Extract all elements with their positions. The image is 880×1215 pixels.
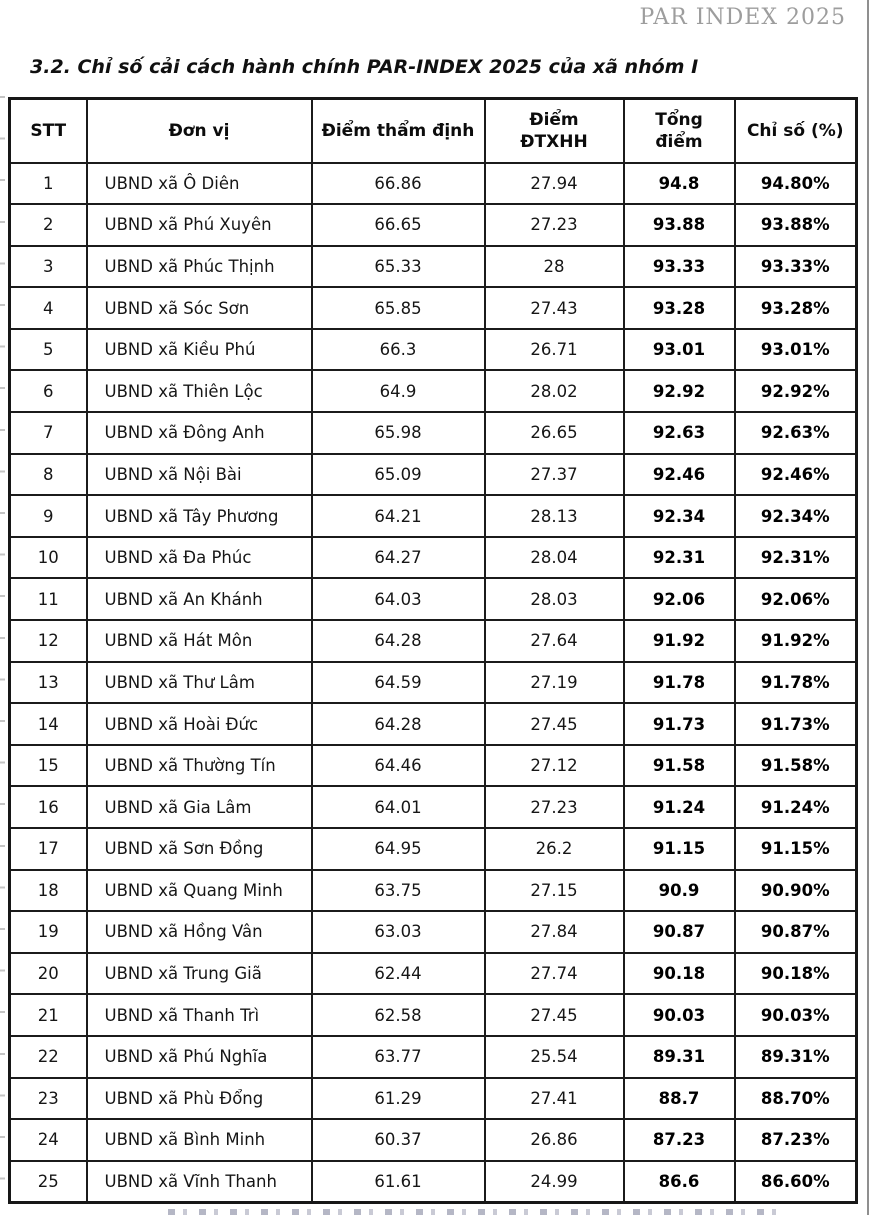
cell-index-percent: 92.92% bbox=[735, 370, 857, 412]
cell-index-percent: 89.31% bbox=[735, 1036, 857, 1078]
cell-stt: 9 bbox=[10, 495, 87, 537]
cell-index-percent: 88.70% bbox=[735, 1078, 857, 1120]
cell-stt: 6 bbox=[10, 370, 87, 412]
cell-stt: 15 bbox=[10, 745, 87, 787]
cell-unit: UBND xã Hồng Vân bbox=[87, 911, 312, 953]
table-row bbox=[10, 204, 857, 246]
cell-survey-score: 27.23 bbox=[485, 786, 624, 828]
cell-index-percent: 91.78% bbox=[735, 662, 857, 704]
cell-total-score: 93.33 bbox=[624, 246, 735, 288]
cell-unit: UBND xã Thanh Trì bbox=[87, 994, 312, 1036]
cell-survey-score: 26.2 bbox=[485, 828, 624, 870]
cell-assessment-score: 64.28 bbox=[312, 703, 485, 745]
cell-stt: 10 bbox=[10, 537, 87, 579]
cell-total-score: 92.63 bbox=[624, 412, 735, 454]
cell-total-score: 92.34 bbox=[624, 495, 735, 537]
par-index-table bbox=[8, 97, 858, 1204]
cell-index-percent: 94.80% bbox=[735, 163, 857, 205]
cell-index-percent: 91.92% bbox=[735, 620, 857, 662]
cell-assessment-score: 60.37 bbox=[312, 1119, 485, 1161]
cell-survey-score: 26.86 bbox=[485, 1119, 624, 1161]
cell-survey-score: 24.99 bbox=[485, 1161, 624, 1203]
table-row bbox=[10, 870, 857, 912]
table-row bbox=[10, 454, 857, 496]
cell-stt: 12 bbox=[10, 620, 87, 662]
cell-total-score: 89.31 bbox=[624, 1036, 735, 1078]
cell-stt: 5 bbox=[10, 329, 87, 371]
cell-assessment-score: 66.3 bbox=[312, 329, 485, 371]
table-row bbox=[10, 412, 857, 454]
cell-unit: UBND xã Thư Lâm bbox=[87, 662, 312, 704]
cell-survey-score: 27.74 bbox=[485, 953, 624, 995]
col-header-stt: STT bbox=[10, 99, 87, 163]
cell-survey-score: 27.64 bbox=[485, 620, 624, 662]
col-header-index-percent: Chỉ số (%) bbox=[735, 99, 857, 163]
cell-index-percent: 93.28% bbox=[735, 287, 857, 329]
col-header-survey-score: Điểm ĐTXHH bbox=[485, 99, 624, 163]
cell-assessment-score: 64.01 bbox=[312, 786, 485, 828]
cell-survey-score: 27.23 bbox=[485, 204, 624, 246]
cell-unit: UBND xã Phú Xuyên bbox=[87, 204, 312, 246]
cell-stt: 14 bbox=[10, 703, 87, 745]
cell-assessment-score: 63.75 bbox=[312, 870, 485, 912]
cell-total-score: 91.58 bbox=[624, 745, 735, 787]
cell-stt: 18 bbox=[10, 870, 87, 912]
cell-unit: UBND xã Phù Đổng bbox=[87, 1078, 312, 1120]
cell-assessment-score: 64.9 bbox=[312, 370, 485, 412]
cell-assessment-score: 64.28 bbox=[312, 620, 485, 662]
cell-index-percent: 90.03% bbox=[735, 994, 857, 1036]
col-header-assessment-score: Điểm thẩm định bbox=[312, 99, 485, 163]
cell-assessment-score: 64.27 bbox=[312, 537, 485, 579]
table-row bbox=[10, 703, 857, 745]
cell-total-score: 90.18 bbox=[624, 953, 735, 995]
table-row bbox=[10, 495, 857, 537]
cell-unit: UBND xã Phúc Thịnh bbox=[87, 246, 312, 288]
cell-assessment-score: 64.59 bbox=[312, 662, 485, 704]
table-row bbox=[10, 1036, 857, 1078]
cell-stt: 16 bbox=[10, 786, 87, 828]
cell-total-score: 94.8 bbox=[624, 163, 735, 205]
cell-unit: UBND xã Sơn Đồng bbox=[87, 828, 312, 870]
cell-total-score: 87.23 bbox=[624, 1119, 735, 1161]
cell-stt: 25 bbox=[10, 1161, 87, 1203]
cell-total-score: 91.78 bbox=[624, 662, 735, 704]
section-title: 3.2. Chỉ số cải cách hành chính PAR-INDEX 2025 của xã nhóm I bbox=[30, 56, 699, 78]
cropped-caption-fragment bbox=[168, 1209, 776, 1215]
cell-index-percent: 87.23% bbox=[735, 1119, 857, 1161]
cell-survey-score: 27.45 bbox=[485, 703, 624, 745]
cell-stt: 1 bbox=[10, 163, 87, 205]
page-edge-line bbox=[867, 0, 869, 1215]
cell-unit: UBND xã Vĩnh Thanh bbox=[87, 1161, 312, 1203]
cell-total-score: 91.15 bbox=[624, 828, 735, 870]
cell-survey-score: 27.84 bbox=[485, 911, 624, 953]
table-row bbox=[10, 537, 857, 579]
cell-survey-score: 27.12 bbox=[485, 745, 624, 787]
cell-unit: UBND xã Phú Nghĩa bbox=[87, 1036, 312, 1078]
table-row bbox=[10, 953, 857, 995]
cell-stt: 4 bbox=[10, 287, 87, 329]
cell-assessment-score: 65.09 bbox=[312, 454, 485, 496]
cell-assessment-score: 65.33 bbox=[312, 246, 485, 288]
cell-index-percent: 92.31% bbox=[735, 537, 857, 579]
cell-stt: 7 bbox=[10, 412, 87, 454]
cell-total-score: 92.46 bbox=[624, 454, 735, 496]
cell-stt: 22 bbox=[10, 1036, 87, 1078]
cell-survey-score: 27.15 bbox=[485, 870, 624, 912]
cell-total-score: 93.88 bbox=[624, 204, 735, 246]
cell-stt: 20 bbox=[10, 953, 87, 995]
cell-assessment-score: 66.65 bbox=[312, 204, 485, 246]
cell-unit: UBND xã Tây Phương bbox=[87, 495, 312, 537]
cell-assessment-score: 63.03 bbox=[312, 911, 485, 953]
cell-unit: UBND xã Bình Minh bbox=[87, 1119, 312, 1161]
cell-unit: UBND xã Gia Lâm bbox=[87, 786, 312, 828]
table-header-row bbox=[10, 99, 857, 163]
table-row bbox=[10, 246, 857, 288]
cell-stt: 13 bbox=[10, 662, 87, 704]
cell-total-score: 92.92 bbox=[624, 370, 735, 412]
col-header-total-score: Tổng điểm bbox=[624, 99, 735, 163]
table-row bbox=[10, 745, 857, 787]
table-row bbox=[10, 1161, 857, 1203]
table-row bbox=[10, 994, 857, 1036]
cell-survey-score: 27.45 bbox=[485, 994, 624, 1036]
cell-total-score: 93.28 bbox=[624, 287, 735, 329]
cell-stt: 21 bbox=[10, 994, 87, 1036]
cell-survey-score: 26.71 bbox=[485, 329, 624, 371]
cell-survey-score: 25.54 bbox=[485, 1036, 624, 1078]
cell-survey-score: 27.37 bbox=[485, 454, 624, 496]
cell-unit: UBND xã Đông Anh bbox=[87, 412, 312, 454]
cell-index-percent: 92.63% bbox=[735, 412, 857, 454]
cell-unit: UBND xã Hát Môn bbox=[87, 620, 312, 662]
cell-assessment-score: 64.46 bbox=[312, 745, 485, 787]
cell-unit: UBND xã Kiều Phú bbox=[87, 329, 312, 371]
table-row bbox=[10, 1078, 857, 1120]
cell-assessment-score: 61.29 bbox=[312, 1078, 485, 1120]
cell-total-score: 88.7 bbox=[624, 1078, 735, 1120]
cell-survey-score: 28 bbox=[485, 246, 624, 288]
cell-unit: UBND xã Đa Phúc bbox=[87, 537, 312, 579]
cell-total-score: 90.9 bbox=[624, 870, 735, 912]
cell-unit: UBND xã Nội Bài bbox=[87, 454, 312, 496]
cell-index-percent: 90.18% bbox=[735, 953, 857, 995]
page-header-watermark: PAR INDEX 2025 bbox=[639, 5, 846, 30]
cell-unit: UBND xã Thường Tín bbox=[87, 745, 312, 787]
cell-unit: UBND xã Quang Minh bbox=[87, 870, 312, 912]
cell-survey-score: 28.02 bbox=[485, 370, 624, 412]
cell-survey-score: 28.13 bbox=[485, 495, 624, 537]
cell-index-percent: 91.24% bbox=[735, 786, 857, 828]
cell-unit: UBND xã Hoài Đức bbox=[87, 703, 312, 745]
cell-survey-score: 28.03 bbox=[485, 578, 624, 620]
cell-total-score: 91.92 bbox=[624, 620, 735, 662]
cell-total-score: 90.87 bbox=[624, 911, 735, 953]
table-row bbox=[10, 329, 857, 371]
cell-stt: 8 bbox=[10, 454, 87, 496]
cell-assessment-score: 62.58 bbox=[312, 994, 485, 1036]
scan-artifact-ticks bbox=[0, 96, 5, 1206]
table-row bbox=[10, 620, 857, 662]
table-row bbox=[10, 1119, 857, 1161]
cell-assessment-score: 65.85 bbox=[312, 287, 485, 329]
cell-total-score: 86.6 bbox=[624, 1161, 735, 1203]
cell-index-percent: 92.06% bbox=[735, 578, 857, 620]
cell-total-score: 92.06 bbox=[624, 578, 735, 620]
cell-index-percent: 86.60% bbox=[735, 1161, 857, 1203]
table-row bbox=[10, 370, 857, 412]
cell-index-percent: 92.46% bbox=[735, 454, 857, 496]
cell-assessment-score: 64.03 bbox=[312, 578, 485, 620]
cell-index-percent: 90.87% bbox=[735, 911, 857, 953]
cell-assessment-score: 61.61 bbox=[312, 1161, 485, 1203]
table-row bbox=[10, 786, 857, 828]
cell-stt: 3 bbox=[10, 246, 87, 288]
cell-stt: 23 bbox=[10, 1078, 87, 1120]
cell-unit: UBND xã Trung Giã bbox=[87, 953, 312, 995]
cell-index-percent: 93.01% bbox=[735, 329, 857, 371]
cell-assessment-score: 64.95 bbox=[312, 828, 485, 870]
cell-survey-score: 27.94 bbox=[485, 163, 624, 205]
cell-stt: 24 bbox=[10, 1119, 87, 1161]
cell-survey-score: 27.43 bbox=[485, 287, 624, 329]
cell-stt: 11 bbox=[10, 578, 87, 620]
cell-assessment-score: 64.21 bbox=[312, 495, 485, 537]
table-row bbox=[10, 287, 857, 329]
cell-unit: UBND xã An Khánh bbox=[87, 578, 312, 620]
cell-index-percent: 91.58% bbox=[735, 745, 857, 787]
table-row bbox=[10, 578, 857, 620]
cell-index-percent: 92.34% bbox=[735, 495, 857, 537]
cell-assessment-score: 65.98 bbox=[312, 412, 485, 454]
cell-stt: 17 bbox=[10, 828, 87, 870]
cell-index-percent: 90.90% bbox=[735, 870, 857, 912]
cell-total-score: 93.01 bbox=[624, 329, 735, 371]
cell-survey-score: 27.19 bbox=[485, 662, 624, 704]
cell-unit: UBND xã Ô Diên bbox=[87, 163, 312, 205]
cell-unit: UBND xã Thiên Lộc bbox=[87, 370, 312, 412]
cell-assessment-score: 63.77 bbox=[312, 1036, 485, 1078]
col-header-unit: Đơn vị bbox=[87, 99, 312, 163]
table-body bbox=[10, 163, 857, 1203]
cell-unit: UBND xã Sóc Sơn bbox=[87, 287, 312, 329]
cell-index-percent: 93.88% bbox=[735, 204, 857, 246]
table-row bbox=[10, 828, 857, 870]
cell-assessment-score: 66.86 bbox=[312, 163, 485, 205]
cell-survey-score: 28.04 bbox=[485, 537, 624, 579]
table-row bbox=[10, 911, 857, 953]
cell-index-percent: 91.73% bbox=[735, 703, 857, 745]
cell-index-percent: 93.33% bbox=[735, 246, 857, 288]
cell-total-score: 92.31 bbox=[624, 537, 735, 579]
table-row bbox=[10, 163, 857, 205]
table-row bbox=[10, 662, 857, 704]
cell-assessment-score: 62.44 bbox=[312, 953, 485, 995]
cell-stt: 2 bbox=[10, 204, 87, 246]
cell-index-percent: 91.15% bbox=[735, 828, 857, 870]
cell-stt: 19 bbox=[10, 911, 87, 953]
cell-total-score: 91.24 bbox=[624, 786, 735, 828]
cell-survey-score: 27.41 bbox=[485, 1078, 624, 1120]
cell-total-score: 91.73 bbox=[624, 703, 735, 745]
cell-survey-score: 26.65 bbox=[485, 412, 624, 454]
cell-total-score: 90.03 bbox=[624, 994, 735, 1036]
